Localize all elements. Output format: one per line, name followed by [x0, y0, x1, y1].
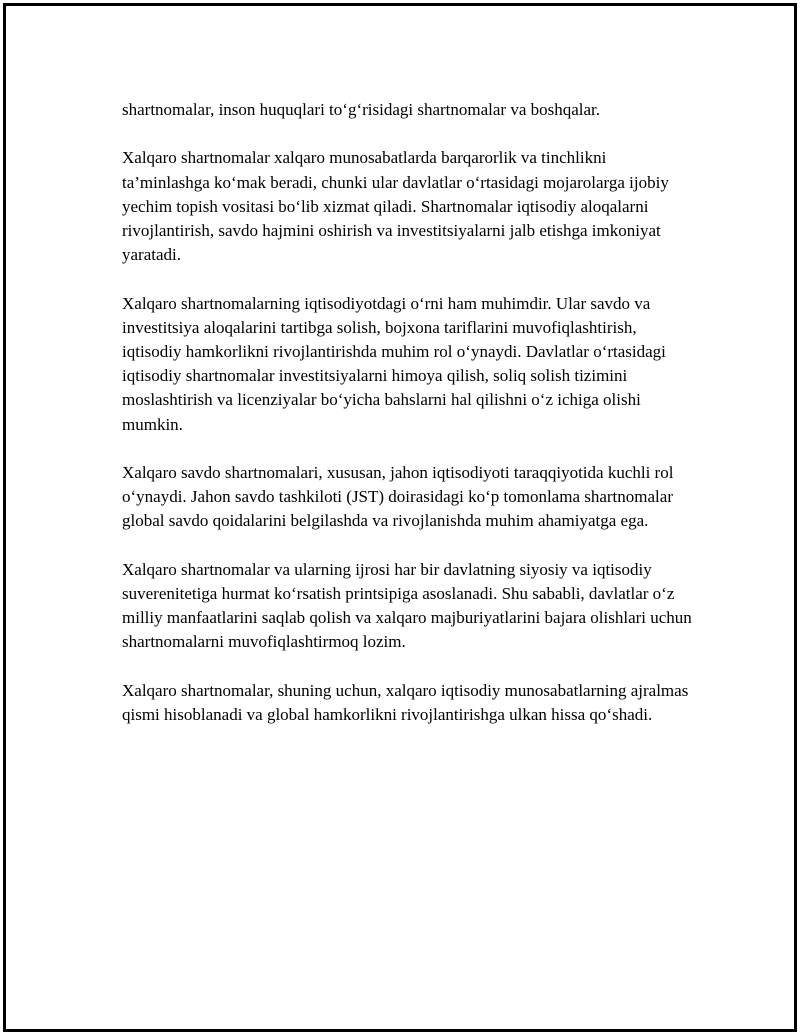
paragraph-1: shartnomalar, inson huquqlari to‘g‘risidagi shartnomalar va boshqalar.: [122, 100, 601, 119]
document-body: [122, 98, 692, 751]
paragraph-6: Xalqaro shartnomalar, shuning uchun, xalqaro iqtisodiy munosabatlarning ajralmas qismi hisoblanadi va global hamkorlikni rivojlantirishga ulkan hissa qo‘shadi.: [122, 680, 689, 724]
page-border: [3, 3, 797, 1032]
paragraph-5: Xalqaro shartnomalar va ularning ijrosi har bir davlatning siyosiy va iqtisodiy suverenitetiga hurmat ko‘rsatish printsipiga asoslanadi. Shu sababli, davlatlar o‘z milliy manfaatlarini saqlab qolish va xalqaro majburiyatlarini bajara olishlari uchun shartnomalarni muvofiqlashtirmoq lozim.: [122, 559, 692, 652]
paragraph-4: Xalqaro savdo shartnomalari, xususan, jahon iqtisodiyoti taraqqiyotida kuchli rol o‘ynaydi. Jahon savdo tashkiloti (JST) doirasidagi ko‘p tomonlama shartnomalar global savdo qoidalarini belgilashda va rivojlanishda muhim ahamiyatga ega.: [122, 463, 674, 531]
paragraph-2: Xalqaro shartnomalar xalqaro munosabatlarda barqarorlik va tinchlikni ta’minlashga ko‘mak beradi, chunki ular davlatlar o‘rtasidagi mojarolarga ijobiy yechim topish vositasi bo‘lib xizmat qiladi. Shartnomalar iqtisodiy aloqalarni rivojlantirish, savdo hajmini oshirish va investitsiyalarni jalb etishga imkoniyat yaratadi.: [122, 148, 669, 265]
paragraph-3: Xalqaro shartnomalarning iqtisodiyotdagi o‘rni ham muhimdir. Ular savdo va investitsiya aloqalarini tartibga solish, bojxona tariflarini muvofiqlashtirish, iqtisodiy hamkorlikni rivojlantirishda muhim rol o‘ynaydi. Davlatlar o‘rtasidagi iqtisodiy shartnomalar investitsiyalarni himoya qilish, soliq solish tizimini moslashtirish va licenziyalar bo‘yicha bahslarni hal qilishni o‘z ichiga olishi mumkin.: [122, 293, 666, 434]
